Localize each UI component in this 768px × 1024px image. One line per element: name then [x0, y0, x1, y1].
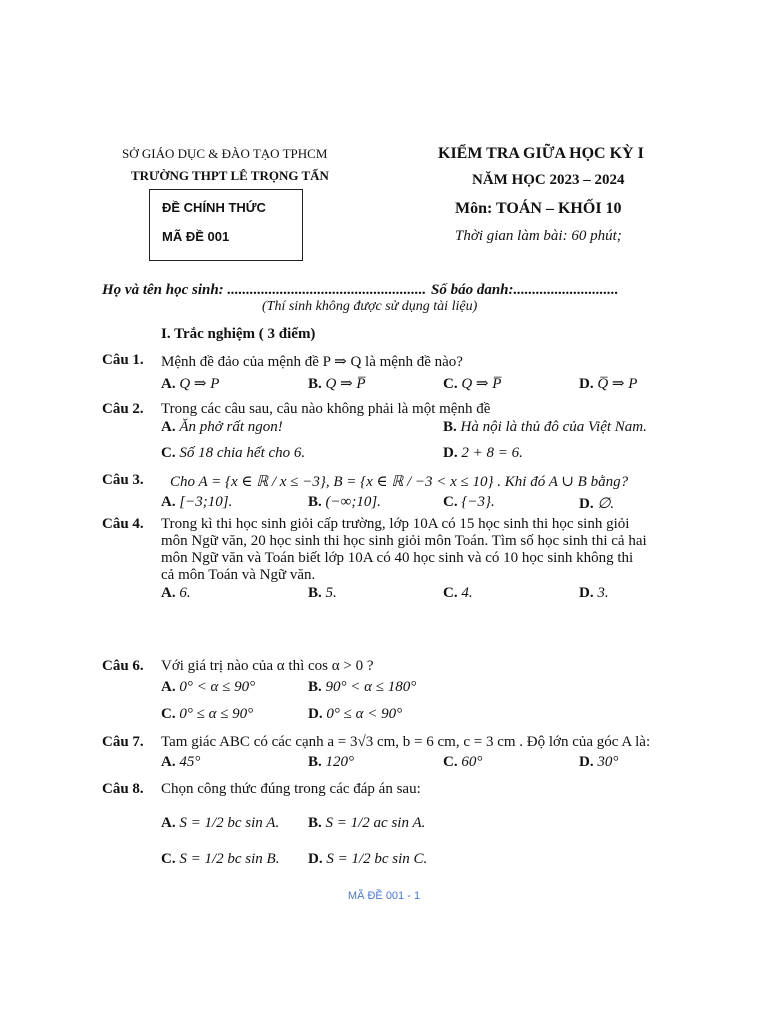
page-footer: MÃ ĐỀ 001 - 1	[347, 890, 421, 902]
time-allowed: Thời gian làm bài: 60 phút;	[455, 228, 622, 244]
student-id-line: Số báo danh:............................	[431, 282, 619, 298]
question-text: Cho A = {x ∈ ℝ / x ≤ −3}, B = {x ∈ ℝ / −3 < x ≤ 10} . Khi đó A ∪ B bằng?	[170, 474, 629, 490]
option-a: A. S = 1/2 bc sin A.	[161, 815, 280, 831]
option-b: B. (−∞;10].	[308, 494, 381, 510]
option-b: B. S = 1/2 ac sin A.	[308, 815, 426, 831]
exam-title: KIỂM TRA GIỮA HỌC KỲ I	[438, 145, 644, 162]
question-number: Câu 8.	[102, 781, 144, 797]
option-c: C. 4.	[443, 585, 473, 601]
option-a: A. Ăn phở rất ngon!	[161, 419, 283, 435]
school-year: NĂM HỌC 2023 – 2024	[472, 172, 625, 188]
option-c: C. Số 18 chia hết cho 6.	[161, 445, 306, 461]
question-number: Câu 2.	[102, 401, 144, 417]
option-b: B. 120°	[308, 754, 355, 770]
official-label: ĐỀ CHÍNH THỨC	[162, 200, 266, 215]
option-a: A. [−3;10].	[161, 494, 233, 510]
question-text: Với giá trị nào của α thì cos α > 0 ?	[161, 658, 374, 674]
question-line: môn Ngữ văn, 20 học sinh thi học sinh giỏi môn Toán. Tìm số học sinh thi cả hai	[161, 533, 647, 549]
option-c: C. {−3}.	[443, 494, 495, 510]
no-materials-note: (Thí sinh không được sử dụng tài liệu)	[262, 299, 478, 314]
question-number: Câu 6.	[102, 658, 144, 674]
question-text: Mệnh đề đảo của mệnh đề P ⇒ Q là mệnh đề nào?	[161, 354, 463, 370]
question-number: Câu 1.	[102, 352, 144, 368]
option-b: B. 5.	[308, 585, 337, 601]
option-c: C. S = 1/2 bc sin B.	[161, 851, 280, 867]
option-c: C. 0° ≤ α ≤ 90°	[161, 706, 254, 722]
option-b: B. Hà nội là thủ đô của Việt Nam.	[443, 419, 647, 435]
question-number: Câu 3.	[102, 472, 144, 488]
option-d: D. S = 1/2 bc sin C.	[308, 851, 428, 867]
exam-code: MÃ ĐỀ 001	[162, 229, 230, 244]
question-number: Câu 4.	[102, 516, 144, 532]
option-a: A. 6.	[161, 585, 191, 601]
question-text: Chọn công thức đúng trong các đáp án sau:	[161, 781, 421, 797]
student-name-line: Họ và tên học sinh: .....................................................	[102, 282, 427, 298]
question-number: Câu 7.	[102, 734, 144, 750]
option-d: D. 2 + 8 = 6.	[443, 445, 523, 461]
option-d: D. Q̅ ⇒ P	[579, 376, 638, 392]
option-a: A. Q ⇒ P	[161, 376, 220, 392]
option-b: B. 90° < α ≤ 180°	[308, 679, 417, 695]
question-line: cả môn Toán và Ngữ văn.	[161, 567, 316, 583]
option-d: D. 0° ≤ α < 90°	[308, 706, 403, 722]
question-line: Trong kì thi học sinh giỏi cấp trường, lớp 10A có 15 học sinh thi học sinh giỏi	[161, 516, 630, 532]
department-name: SỞ GIÁO DỤC & ĐÀO TẠO TPHCM	[122, 146, 328, 161]
option-c: C. Q ⇒ P̅	[443, 376, 502, 392]
question-text: Trong các câu sau, câu nào không phải là một mệnh đề	[161, 401, 491, 417]
option-d: D. ∅.	[579, 496, 615, 512]
section-title: I. Trắc nghiệm ( 3 điểm)	[161, 326, 316, 342]
option-a: A. 0° < α ≤ 90°	[161, 679, 256, 695]
option-c: C. 60°	[443, 754, 483, 770]
option-b: B. Q ⇒ P̅	[308, 376, 366, 392]
option-d: D. 30°	[579, 754, 619, 770]
option-d: D. 3.	[579, 585, 609, 601]
question-line: môn Ngữ văn và Toán biết lớp 10A có 40 học sinh và có 10 học sinh không thi	[161, 550, 634, 566]
school-name: TRƯỜNG THPT LÊ TRỌNG TẤN	[131, 168, 329, 183]
subject: Môn: TOÁN – KHỐI 10	[455, 200, 622, 217]
question-text: Tam giác ABC có các cạnh a = 3√3 cm, b = 6 cm, c = 3 cm . Độ lớn của góc A là:	[161, 734, 651, 750]
option-a: A. 45°	[161, 754, 201, 770]
